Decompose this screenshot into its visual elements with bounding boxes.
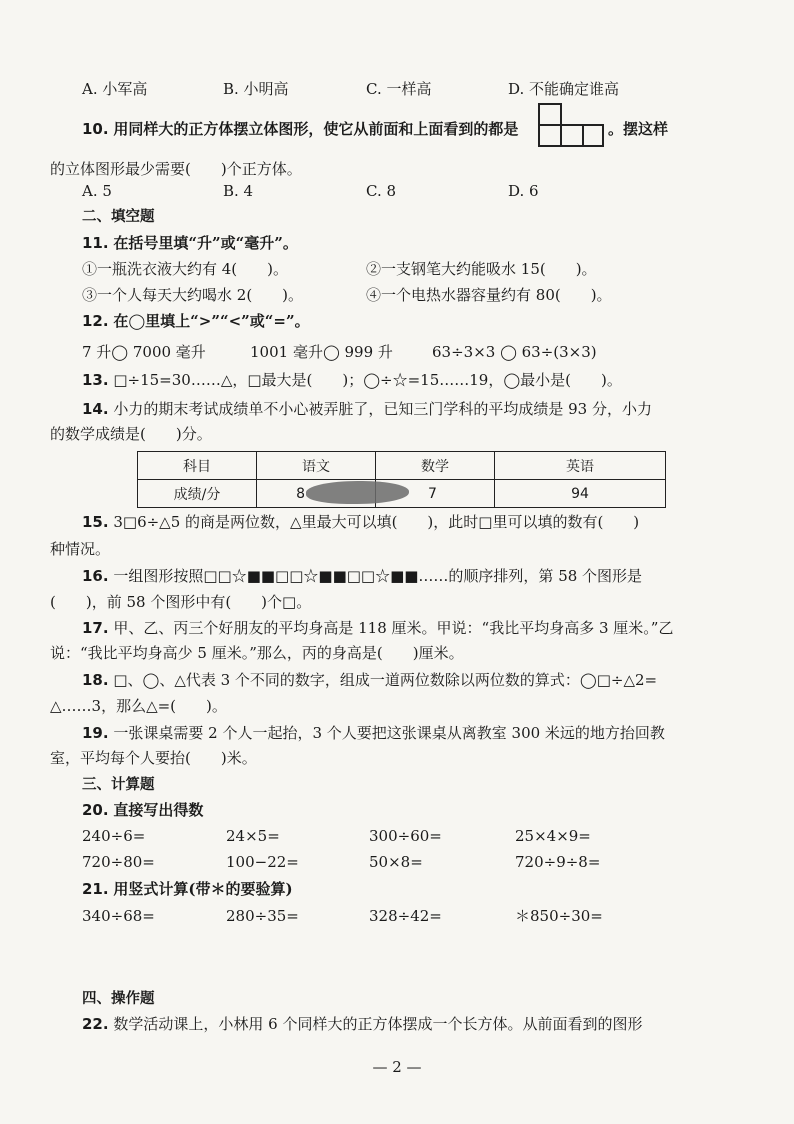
q9-option-a: A. 小军高 <box>82 80 148 98</box>
q15-line2: 种情况。 <box>50 540 111 558</box>
section-3-title: 三、计算题 <box>82 777 155 793</box>
q11-item-1: ①一瓶洗衣液大约有 4( )。 <box>82 260 289 278</box>
header-cell: 语文 <box>257 452 376 480</box>
table-row <box>138 452 666 480</box>
header-cell: 科目 <box>138 452 257 480</box>
q11-item-4: ④一个电热水器容量约有 80( )。 <box>366 286 612 304</box>
square-bottom-2 <box>560 124 584 147</box>
ink-smudge <box>306 481 409 504</box>
q11-item-3: ③一个人每天大约喝水 2( )。 <box>82 286 304 304</box>
section-2-title: 二、填空题 <box>82 209 155 225</box>
score-cell: 7 <box>376 480 495 508</box>
q20-r2-c2: 100−22= <box>226 853 299 871</box>
q13: 13. □÷15=30……△，□最大是( )；◯÷☆=15……19，◯最小是( )。 <box>82 371 622 389</box>
q21-item-2: 280÷35= <box>226 907 299 925</box>
q17-line2: 说：“我比平均身高少 5 厘米。”那么，丙的身高是( )厘米。 <box>50 644 464 662</box>
q9-option-c: C. 一样高 <box>366 80 432 98</box>
q10-option-b: B. 4 <box>223 182 254 200</box>
score-cell: 8 <box>257 480 376 508</box>
q10-line1: 10. 用同样大的正方体摆立体图形，使它从前面和上面看到的都是 <box>82 120 519 138</box>
q9-option-b: B. 小明高 <box>223 80 289 98</box>
q19-line1: 19. 一张课桌需要 2 个人一起抬，3 个人要把这张课桌从离教室 300 米远的地方抬回教 <box>82 724 665 742</box>
q9-option-d: D. 不能确定谁高 <box>508 80 620 98</box>
q21-prompt: 21. 用竖式计算(带＊的要验算) <box>82 880 293 898</box>
q10-option-c: C. 8 <box>366 182 397 200</box>
q14-line2: 的数学成绩是( )分。 <box>50 425 212 443</box>
q18-line2: △……3，那么△=( )。 <box>50 697 227 715</box>
q12-prompt: 12. 在◯里填上“>”“<”或“=”。 <box>82 312 310 330</box>
q12-item-2: 1001 毫升◯ 999 升 <box>250 343 393 361</box>
q20-r2-c1: 720÷80= <box>82 853 155 871</box>
page-number: — 2 — <box>372 1058 422 1076</box>
q22-line1: 22. 数学活动课上，小林用 6 个同样大的正方体摆成一个长方体。从前面看到的图形 <box>82 1015 643 1033</box>
square-bottom-3 <box>582 124 604 147</box>
q12-item-3: 63÷3×3 ◯ 63÷(3×3) <box>432 343 597 361</box>
q20-r1-c2: 24×5= <box>226 827 280 845</box>
q20-r1-c3: 300÷60= <box>369 827 442 845</box>
q21-item-4: ＊850÷30= <box>515 907 603 925</box>
q18-line1: 18. □、◯、△代表 3 个不同的数字，组成一道两位数除以两位数的算式：◯□÷△2= <box>82 671 658 689</box>
q10-option-a: A. 5 <box>82 182 112 200</box>
q12-item-1: 7 升◯ 7000 毫升 <box>82 343 206 361</box>
header-cell: 数学 <box>376 452 495 480</box>
q11-item-2: ②一支钢笔大约能吸水 15( )。 <box>366 260 597 278</box>
q15-line1: 15. 3□6÷△5 的商是两位数，△里最大可以填( )，此时□里可以填的数有( ) <box>82 513 640 531</box>
q10-line1-end: 。摆这样 <box>608 120 669 138</box>
q20-prompt: 20. 直接写出得数 <box>82 801 204 819</box>
q16-line2: ( )，前 58 个图形中有( )个□。 <box>50 593 312 611</box>
header-cell: 英语 <box>495 452 666 480</box>
q21-item-3: 328÷42= <box>369 907 442 925</box>
q16-line1: 16. 一组图形按照□□☆■■□□☆■■□□☆■■……的顺序排列，第 58 个图形是 <box>82 567 643 585</box>
q20-r2-c3: 50×8= <box>369 853 423 871</box>
section-4-title: 四、操作题 <box>82 991 155 1007</box>
q20-r1-c1: 240÷6= <box>82 827 146 845</box>
score-table <box>137 451 666 508</box>
q20-r1-c4: 25×4×9= <box>515 827 591 845</box>
q10-option-d: D. 6 <box>508 182 539 200</box>
q20-r2-c4: 720÷9÷8= <box>515 853 601 871</box>
square-top <box>538 103 562 126</box>
q11-prompt: 11. 在括号里填“升”或“毫升”。 <box>82 234 298 252</box>
score-cell: 94 <box>495 480 666 508</box>
q19-line2: 室，平均每个人要抬( )米。 <box>50 749 257 767</box>
q10-line2: 的立体图形最少需要( )个正方体。 <box>50 160 302 178</box>
row-label-cell: 成绩/分 <box>138 480 257 508</box>
q14-line1: 14. 小力的期末考试成绩单不小心被弄脏了，已知三门学科的平均成绩是 93 分，小力 <box>82 400 652 418</box>
q21-item-1: 340÷68= <box>82 907 155 925</box>
q17-line1: 17. 甲、乙、丙三个好朋友的平均身高是 118 厘米。甲说：“我比平均身高多 3 厘米。”乙 <box>82 619 674 637</box>
square-bottom-1 <box>538 124 562 147</box>
